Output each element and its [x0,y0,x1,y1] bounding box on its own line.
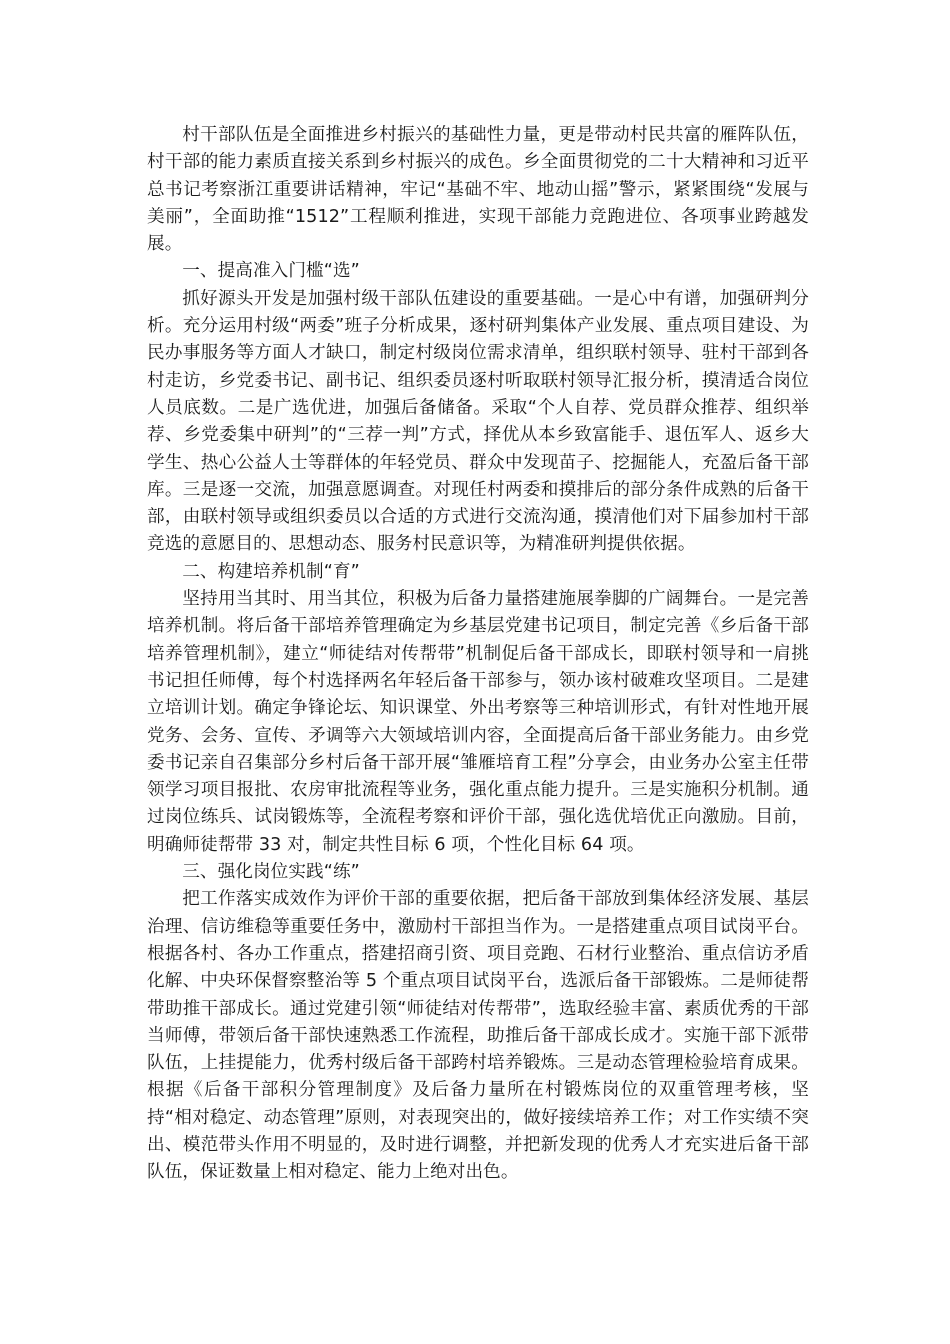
section-heading-3: 三、强化岗位实践“练” [182,862,360,883]
document-body [147,122,809,1187]
section-3-paragraph: 把工作落实成效作为评价干部的重要依据，把后备干部放到集体经济发展、基层治理、信访维稳等重要任务中，激励村干部担当作为。一是搭建重点项目试岗平台。根据各村、各办工作重点，搭建招商引资、项目竞跑、石材行业整治、重点信访矛盾化解、中央环保督察整治等 5 个重点项目试岗平台，选派后备干部锻炼。二是师徒帮带助推干部成长。通过党建引领“师徒结对传帮带”，选取经验丰富、素质优秀的干部当师傅，带领后备干部快速熟悉工作流程，助推后备干部成长成才。实施干部下派带队伍，上挂提能力，优秀村级后备干部跨村培养锻炼。三是动态管理检验培育成果。根据《后备干部积分管理制度》及后备力量所在村锻炼岗位的双重管理考核，坚持“相对稳定、动态管理”原则，对表现突出的，做好接续培养工作；对工作实绩不突出、模范带头作用不明显的，及时进行调整，并把新发现的优秀人才充实进后备干部队伍，保证数量上相对稳定、能力上绝对出色。 [147,889,809,1183]
intro-paragraph: 村干部队伍是全面推进乡村振兴的基础性力量，更是带动村民共富的雁阵队伍，村干部的能力素质直接关系到乡村振兴的成色。乡全面贯彻党的二十大精神和习近平总书记考察浙江重要讲话精神，牢记“基础不牢、地动山摇”警示，紧紧围绕“发展与美丽”，全面助推“1512”工程顺利推进，实现干部能力竞跑进位、各项事业跨越发展。 [147,125,809,255]
section-2-paragraph: 坚持用当其时、用当其位，积极为后备力量搭建施展拳脚的广阔舞台。一是完善培养机制。将后备干部培养管理确定为乡基层党建书记项目，制定完善《乡后备干部培养管理机制》，建立“师徒结对传帮带”机制促后备干部成长，即联村领导和一肩挑书记担任师傅，每个村选择两名年轻后备干部参与，领办该村破难攻坚项目。二是建立培训计划。确定争锋论坛、知识课堂、外出考察等三种培训形式，有针对性地开展党务、会务、宣传、矛调等六大领域培训内容，全面提高后备干部业务能力。由乡党委书记亲自召集部分乡村后备干部开展“雏雁培育工程”分享会，由业务办公室主任带领学习项目报批、农房审批流程等业务，强化重点能力提升。三是实施积分机制。通过岗位练兵、试岗锻炼等，全流程考察和评价干部，强化选优培优正向激励。目前，明确师徒帮带 33 对，制定共性目标 6 项，个性化目标 64 项。 [147,589,809,855]
section-heading-2: 二、构建培养机制“育” [182,561,360,582]
section-1-paragraph: 抓好源头开发是加强村级干部队伍建设的重要基础。一是心中有谱，加强研判分析。充分运用村级“两委”班子分析成果，逐村研判集体产业发展、重点项目建设、为民办事服务等方面人才缺口，制定村级岗位需求清单，组织联村领导、驻村干部到各村走访，乡党委书记、副书记、组织委员逐村听取联村领导汇报分析，摸清适合岗位人员底数。二是广选优进，加强后备储备。采取“个人自荐、党员群众推荐、组织举荐、乡党委集中研判”的“三荐一判”方式，择优从本乡致富能手、退伍军人、返乡大学生、热心公益人士等群体的年轻党员、群众中发现苗子、挖掘能人，充盈后备干部库。三是逐一交流，加强意愿调查。对现任村两委和摸排后的部分条件成熟的后备干部，由联村领导或组织委员以合适的方式进行交流沟通，摸清他们对下届参加村干部竞选的意愿目的、思想动态、服务村民意识等，为精准研判提供依据。 [147,288,809,555]
section-heading-1: 一、提高准入门槛“选” [182,261,360,282]
